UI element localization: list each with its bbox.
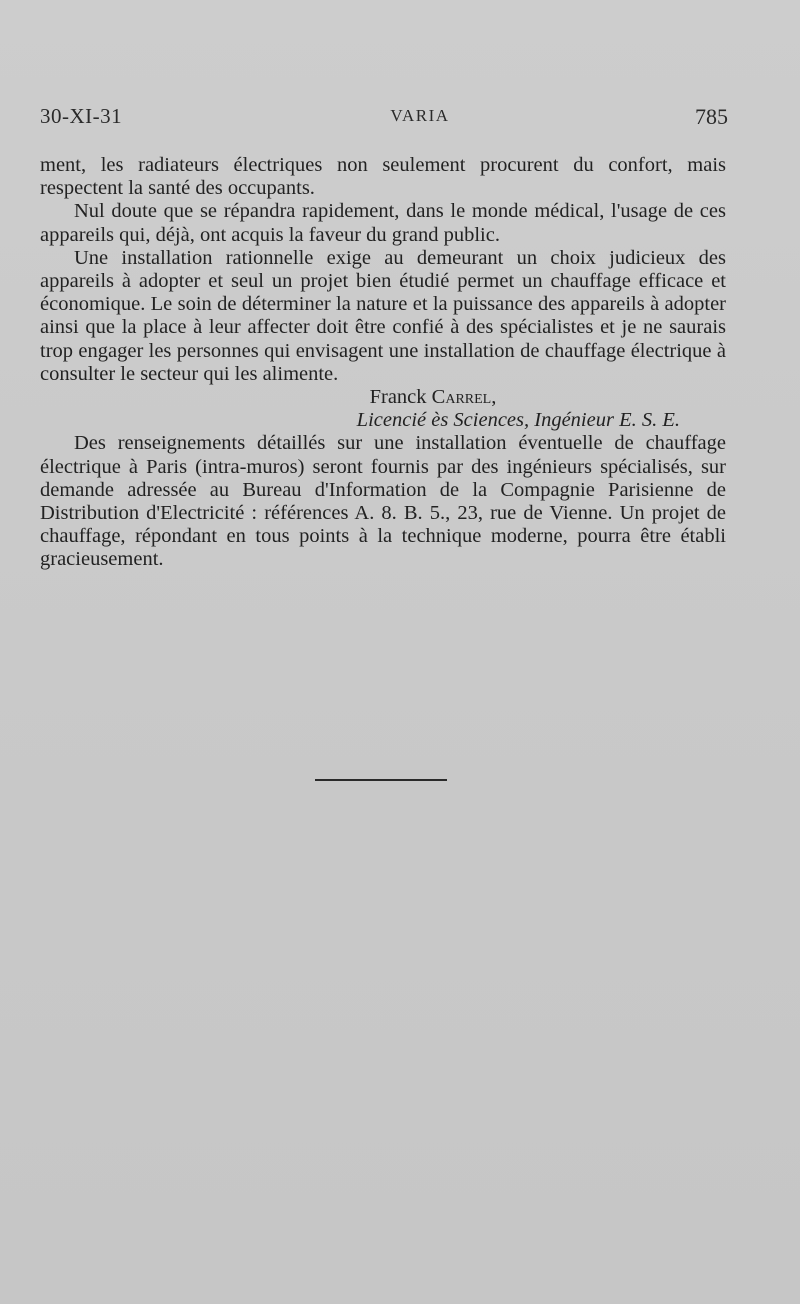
notice-paragraph: Des renseignements détaillés sur une installation éventuelle de chauffage électrique à Paris (intra-muros) seront fournis par des ingénieurs spécialisés, sur demande adressée au Bureau d'Information de la Compagnie Parisienne de Distribution d'Electricité : références A. 8. B. 5., 23, rue de Vienne. Un projet de chauffage, répondant en tous points à la technique moderne, pourra être établi gracieusement. <box>40 432 726 571</box>
signature-name <box>40 386 726 409</box>
header-date: 30-XI-31 <box>40 104 123 128</box>
page-number: 785 <box>695 104 728 129</box>
paragraph-3: Une installation rationnelle exige au demeurant un choix judicieux des appareils à adopter et seul un projet bien étudié permet un chauffage efficace et économique. Le soin de déterminer la nature et la puissance des appareils à adopter ainsi que la place à leur affecter doit être confié à des spécialistes et je ne saurais trop engager les personnes qui envisagent une installation de chauffage électrique à consulter le secteur qui les alimente. <box>40 246 726 385</box>
signature-title: Licencié ès Sciences, Ingénieur E. S. E. <box>356 409 680 432</box>
signature-first-name: Franck <box>369 386 427 409</box>
closing-rule <box>315 779 447 781</box>
article-body <box>40 154 726 572</box>
running-head <box>40 104 728 136</box>
signature <box>40 386 726 432</box>
signature-last-name: Carrel, <box>431 386 497 409</box>
header-section: VARIA <box>390 106 450 125</box>
paragraph-2: Nul doute que se répandra rapidement, dans le monde médical, l'usage de ces appareils qui, déjà, ont acquis la faveur du grand public. <box>40 200 726 246</box>
paragraph-1: ment, les radiateurs électriques non seulement procurent du confort, mais respectent la santé des occupants. <box>40 154 726 200</box>
